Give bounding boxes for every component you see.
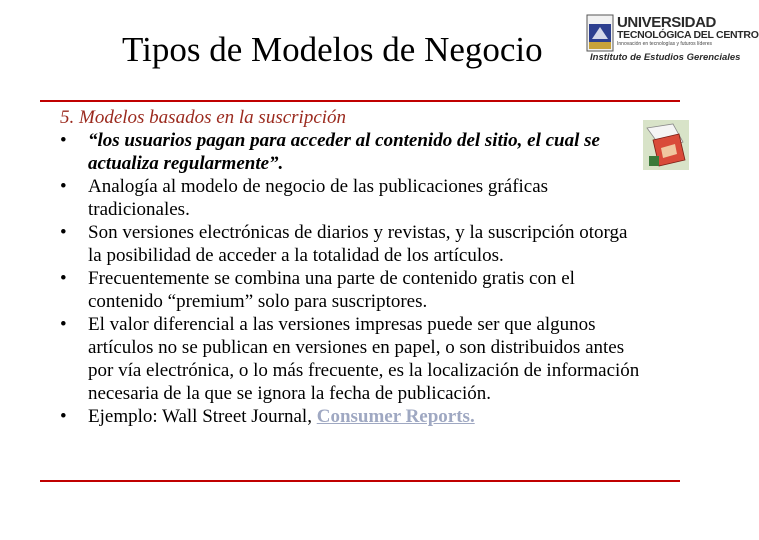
bullet-icon: • <box>60 130 67 151</box>
bullet-icon: • <box>60 406 67 427</box>
bullet-text: “los usuarios pagan para acceder al contenido del sitio, el cual se actualiza regularmente”. <box>88 130 600 174</box>
bullet-icon: • <box>60 222 67 243</box>
bullet-list <box>60 129 640 428</box>
bullet-text: Ejemplo: Wall Street Journal, <box>88 406 317 427</box>
list-item <box>60 129 640 175</box>
consumer-reports-link[interactable]: Consumer Reports. <box>316 406 475 427</box>
slide-title: Tipos de Modelos de Negocio <box>122 30 543 69</box>
bullet-text: El valor diferencial a las versiones impresas puede ser que algunos artículos no se publican en versiones en papel, o son distribuidos antes por vía electrónica, o lo más frecuente, es la localización de información necesaria de la que se ignora la fecha de publicación. <box>88 314 640 404</box>
bullet-text: Frecuentemente se combina una parte de contenido gratis con el contenido “premium” solo para suscriptores. <box>88 268 575 312</box>
list-item <box>60 267 640 313</box>
top-divider <box>40 100 680 102</box>
bullet-icon: • <box>60 176 67 197</box>
list-item <box>60 313 640 405</box>
logo-line-instituto: Instituto de Estudios Gerenciales <box>590 52 741 63</box>
list-item <box>60 405 640 428</box>
list-item <box>60 175 640 221</box>
logo-tagline: Innovación en tecnologías y futuros líderes <box>617 41 713 47</box>
logo-emblem-icon <box>586 14 614 54</box>
logo-line-tecnologica: TECNOLÓGICA DEL CENTRO <box>617 29 759 41</box>
bullet-text: Analogía al modelo de negocio de las publicaciones gráficas tradicionales. <box>88 176 549 220</box>
bullet-icon: • <box>60 268 67 289</box>
logo-line-universidad: UNIVERSIDAD <box>617 14 716 31</box>
bottom-divider <box>40 480 680 482</box>
slide-body <box>60 106 640 428</box>
bullet-text: Son versiones electrónicas de diarios y revistas, y la suscripción otorga la posibilidad de acceder a la totalidad de los artículos. <box>88 222 628 266</box>
clipart-image <box>643 120 689 170</box>
university-logo <box>586 14 759 66</box>
section-heading: 5. Modelos basados en la suscripción <box>60 107 347 128</box>
list-item <box>60 221 640 267</box>
bullet-icon: • <box>60 314 67 335</box>
